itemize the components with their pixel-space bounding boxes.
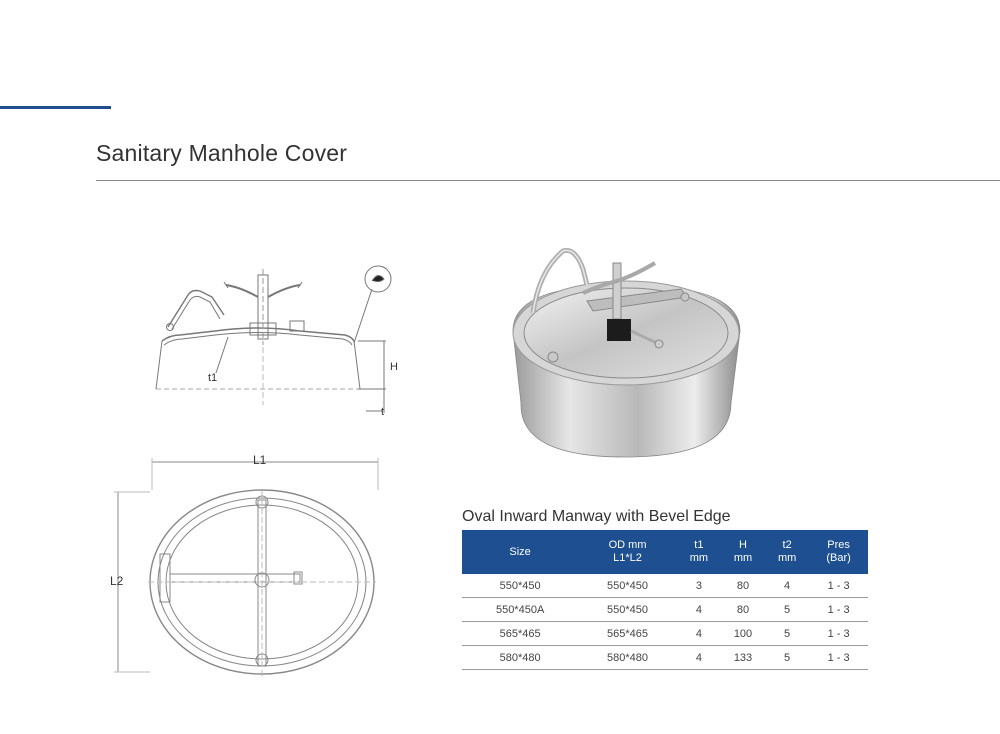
table-cell: 550*450 (578, 574, 677, 598)
column-header: OD mm L1*L2 (578, 530, 677, 574)
side-elevation-drawing (140, 255, 400, 425)
title-divider (96, 180, 1000, 181)
table-cell: 1 - 3 (809, 622, 868, 646)
accent-bar (0, 106, 111, 109)
length-l1-label: L1 (253, 453, 267, 467)
length-l2-label: L2 (110, 574, 124, 588)
column-header: t1 mm (677, 530, 721, 574)
table-row (462, 622, 868, 646)
table-cell: 580*480 (462, 646, 578, 670)
table-row (462, 646, 868, 670)
table-header-row (462, 530, 868, 574)
column-header: Size (462, 530, 578, 574)
table-cell: 100 (721, 622, 765, 646)
page-title: Sanitary Manhole Cover (96, 140, 348, 166)
thickness-t-label: t (381, 406, 385, 418)
table-cell: 550*450 (578, 598, 677, 622)
column-header: t2 mm (765, 530, 809, 574)
top-view-drawing (100, 450, 400, 700)
table-cell: 5 (765, 598, 809, 622)
height-dimension-label: H (390, 361, 398, 373)
table-cell: 550*450 (462, 574, 578, 598)
manhole-cover-photo (495, 245, 755, 460)
table-cell: 80 (721, 574, 765, 598)
spec-table (462, 530, 868, 670)
column-header: H mm (721, 530, 765, 574)
table-heading: Oval Inward Manway with Bevel Edge (462, 508, 731, 525)
table-cell: 4 (677, 646, 721, 670)
table-cell: 550*450A (462, 598, 578, 622)
table-cell: 5 (765, 646, 809, 670)
table-cell: 565*465 (578, 622, 677, 646)
table-cell: 5 (765, 622, 809, 646)
thickness-t1-label: t1 (208, 372, 218, 384)
table-cell: 133 (721, 646, 765, 670)
table-cell: 565*465 (462, 622, 578, 646)
table-cell: 4 (765, 574, 809, 598)
table-cell: 1 - 3 (809, 574, 868, 598)
table-row (462, 574, 868, 598)
table-cell: 1 - 3 (809, 598, 868, 622)
column-header: Pres (Bar) (809, 530, 868, 574)
table-cell: 580*480 (578, 646, 677, 670)
table-cell: 3 (677, 574, 721, 598)
table-cell: 4 (677, 622, 721, 646)
table-cell: 1 - 3 (809, 646, 868, 670)
table-row (462, 598, 868, 622)
table-cell: 80 (721, 598, 765, 622)
table-cell: 4 (677, 598, 721, 622)
